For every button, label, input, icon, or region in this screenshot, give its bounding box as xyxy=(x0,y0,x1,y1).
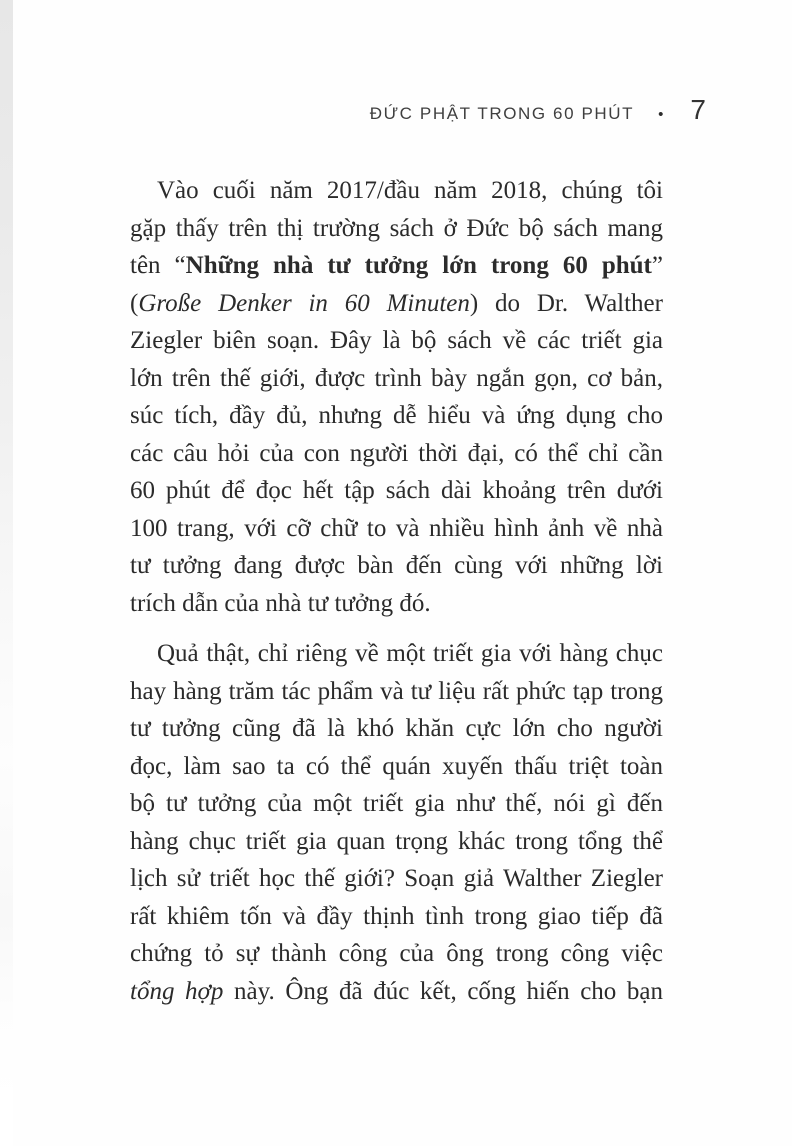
running-title: ĐỨC PHẬT TRONG 60 PHÚT xyxy=(369,104,635,123)
text-segment: rất khiêm tốn và đầy thịnh tình trong giao tiếp đã xyxy=(130,902,663,930)
paragraph xyxy=(130,172,663,622)
text-line xyxy=(130,935,663,973)
text-line xyxy=(130,322,663,360)
text-line xyxy=(130,673,663,711)
text-line xyxy=(130,635,663,673)
text-segment: này. Ông đã đúc kết, cống hiến cho bạn xyxy=(223,977,663,1005)
text-segment: trích dẫn của nhà tư tưởng đó. xyxy=(130,589,431,617)
text-line xyxy=(130,172,663,210)
text-segment: tư tưởng cũng đã là khó khăn cực lớn cho người xyxy=(130,715,663,742)
text-line xyxy=(130,285,663,323)
text-segment: gặp thấy trên thị trường sách ở Đức bộ sách mang xyxy=(130,214,663,242)
text-segment: 60 phút để đọc hết tập sách dài khoảng trên dưới xyxy=(130,477,663,504)
running-header xyxy=(370,94,706,126)
text-segment: Vào cuối năm 2017/đầu năm 2018, chúng tôi xyxy=(157,177,663,204)
page-number: 7 xyxy=(690,94,706,125)
text-line xyxy=(130,785,663,823)
text-segment: súc tích, đầy đủ, nhưng dễ hiểu và ứng dụng cho xyxy=(130,402,663,429)
text-line xyxy=(130,585,663,623)
text-segment: bộ tư tưởng của một triết gia như thế, nói gì đến xyxy=(130,790,663,817)
text-line xyxy=(130,823,663,861)
text-line xyxy=(130,547,663,585)
text-segment: 100 trang, với cỡ chữ to và nhiều hình ảnh về nhà xyxy=(130,514,663,542)
text-line xyxy=(130,748,663,786)
text-segment: chứng tỏ sự thành công của ông trong công việc xyxy=(130,940,663,967)
text-segment: hay hàng trăm tác phẩm và tư liệu rất phức tạp trong xyxy=(130,677,663,705)
text-segment: tổng hợp xyxy=(130,977,224,1005)
text-segment: lịch sử triết học thế giới? Soạn giả Walther Ziegler xyxy=(130,865,663,892)
page-body xyxy=(130,172,663,1010)
text-segment: lớn trên thế giới, được trình bày ngắn gọn, cơ bản, xyxy=(130,364,663,392)
text-segment: Quả thật, chỉ riêng về một triết gia với hàng chục xyxy=(157,640,663,667)
text-segment: ” xyxy=(651,252,663,279)
text-line xyxy=(130,397,663,435)
text-line xyxy=(130,210,663,248)
bullet-separator: • xyxy=(658,106,664,123)
text-segment: hàng chục triết gia quan trọng khác trong tổng thể xyxy=(130,827,663,855)
text-line xyxy=(130,360,663,398)
text-line xyxy=(130,510,663,548)
text-line xyxy=(130,247,663,285)
text-segment: ( xyxy=(130,289,139,317)
text-segment: tên “ xyxy=(130,252,186,279)
text-line xyxy=(130,435,663,473)
text-line xyxy=(130,472,663,510)
text-segment: Ziegler biên soạn. Đây là bộ sách về các triết gia xyxy=(130,327,663,354)
text-segment: ) do Dr. Walther xyxy=(469,289,663,317)
text-line xyxy=(130,710,663,748)
text-segment: đọc, làm sao ta có thể quán xuyến thấu triệt toàn xyxy=(130,752,663,780)
text-line xyxy=(130,860,663,898)
scan-edge-shadow xyxy=(0,0,13,1146)
text-segment: Große Denker in 60 Minuten xyxy=(138,289,470,317)
text-segment: tư tưởng đang được bàn đến cùng với những lời xyxy=(130,552,663,579)
text-segment: Những nhà tư tưởng lớn trong 60 phút xyxy=(185,252,652,279)
text-segment: các câu hỏi của con người thời đại, có thể chỉ cần xyxy=(130,439,663,467)
text-line xyxy=(130,898,663,936)
paragraph xyxy=(130,635,663,1010)
text-line xyxy=(130,973,663,1011)
